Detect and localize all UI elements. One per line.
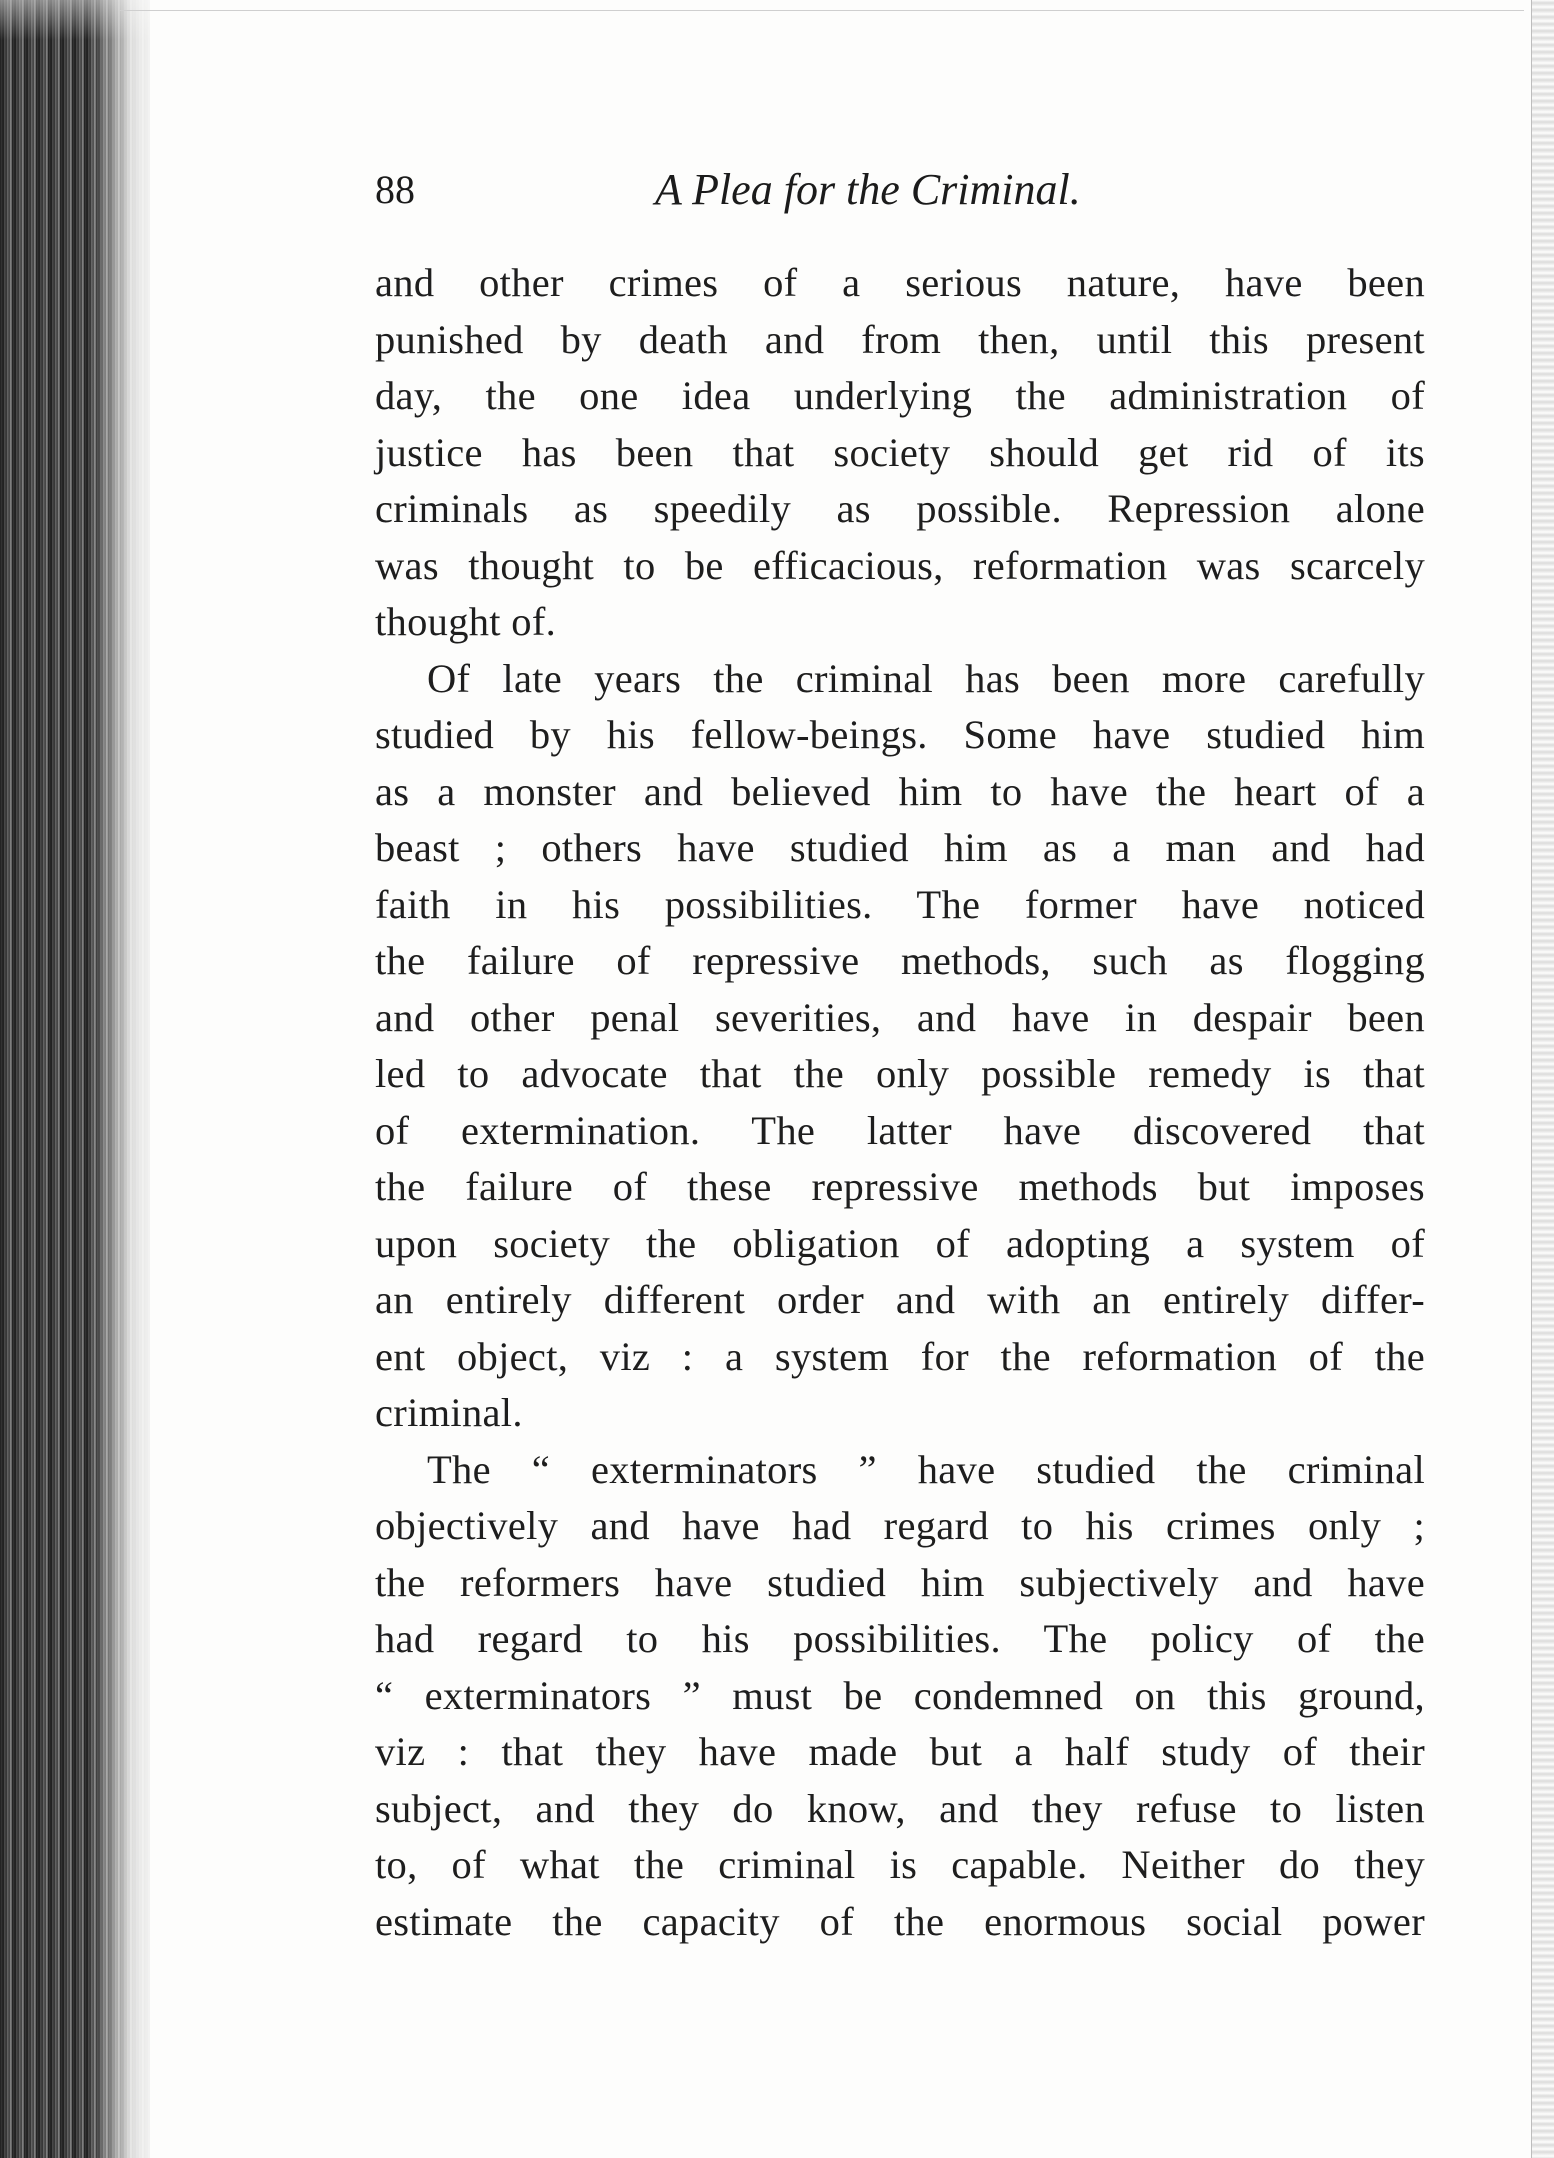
paragraph-3 <box>375 1442 1425 1951</box>
text-line: the failure of repressive methods, such as flogging <box>375 938 1425 983</box>
page-top-edge <box>120 10 1524 11</box>
page-number: 88 <box>375 167 415 212</box>
running-title: A Plea for the Criminal. <box>655 165 1081 214</box>
text-line: beast ; others have studied him as a man and had <box>375 825 1425 870</box>
text-line: The “ exterminators ” have studied the criminal <box>427 1446 1425 1492</box>
text-line: and other penal severities, and have in despair been <box>375 994 1425 1040</box>
text-line: punished by death and from then, until this present <box>375 316 1425 362</box>
page-right-edge <box>1531 0 1554 2158</box>
body-text <box>375 255 1425 1950</box>
page-header <box>375 160 1435 220</box>
text-line: estimate the capacity of the enormous social power <box>375 1898 1425 1944</box>
text-line: justice has been that society should get rid of its <box>375 429 1425 475</box>
text-line: to, of what the criminal is capable. Neither do they <box>375 1842 1425 1887</box>
text-line: viz : that they have made but a half study of their <box>375 1729 1425 1774</box>
text-line: objectively and have had regard to his crimes only ; <box>375 1503 1425 1548</box>
gutter-fade <box>90 0 160 2158</box>
text-line: of extermination. The latter have discovered that <box>375 1107 1425 1153</box>
text-line: day, the one idea underlying the administration of <box>375 373 1425 418</box>
text-line: had regard to his possibilities. The policy of the <box>375 1616 1425 1661</box>
text-line: was thought to be efficacious, reformation was scarcely <box>375 542 1425 588</box>
text-line: thought of. <box>375 599 557 644</box>
text-line: subject, and they do know, and they refuse to listen <box>375 1785 1425 1831</box>
text-line: led to advocate that the only possible remedy is that <box>375 1051 1425 1096</box>
paragraph-2 <box>375 651 1425 1442</box>
text-line: “ exterminators ” must be condemned on this ground, <box>375 1672 1425 1718</box>
text-line: as a monster and believed him to have the heart of a <box>375 768 1425 814</box>
text-line: studied by his fellow-beings. Some have studied him <box>375 712 1425 757</box>
text-line: the reformers have studied him subjectively and have <box>375 1559 1425 1605</box>
text-line: faith in his possibilities. The former have noticed <box>375 881 1425 927</box>
paragraph-1 <box>375 255 1425 651</box>
text-line: and other crimes of a serious nature, have been <box>375 260 1425 305</box>
text-line: ent object, viz : a system for the reformation of the <box>375 1333 1425 1379</box>
text-line: upon society the obligation of adopting a system of <box>375 1220 1425 1266</box>
text-line: criminals as speedily as possible. Repression alone <box>375 486 1425 531</box>
text-line: Of late years the criminal has been more carefully <box>427 655 1425 701</box>
text-line: criminal. <box>375 1390 523 1435</box>
text-line: an entirely different order and with an entirely differ- <box>375 1277 1425 1322</box>
text-line: the failure of these repressive methods but imposes <box>375 1164 1425 1209</box>
